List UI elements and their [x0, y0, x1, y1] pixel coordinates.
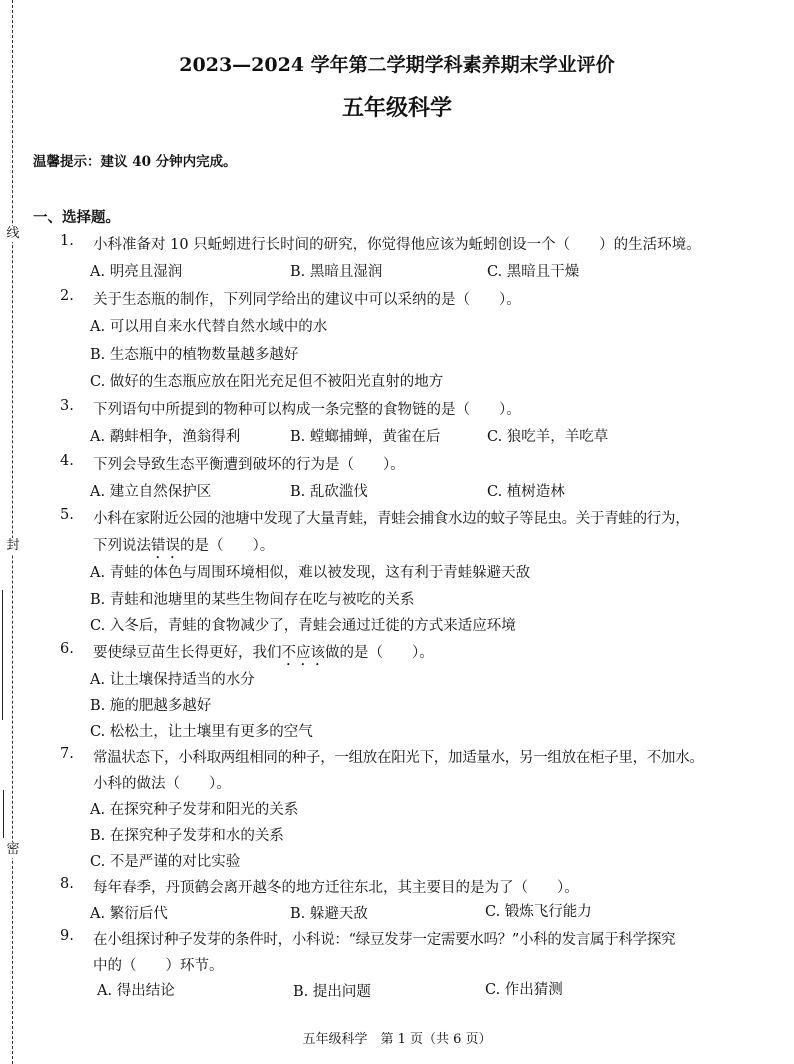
margin-label-mi: 密: [6, 842, 20, 857]
page-footer: 五年级科学 第 1 页（共 6 页）: [302, 1032, 492, 1047]
option-b: B. 施的肥越多越好: [90, 698, 212, 714]
option-a: A. 明亮且湿润: [90, 264, 183, 280]
option-c: C. 作出猜测: [485, 982, 563, 998]
margin-label-feng: 封: [6, 538, 20, 553]
option-c: C. 做好的生态瓶应放在阳光充足但不被阳光直射的地方: [90, 374, 444, 390]
question-number: 1.: [60, 233, 74, 249]
question-number: 8.: [60, 876, 74, 892]
option-c: C. 入冬后，青蛙的食物减少了，青蛙会通过迁徙的方式来适应环境: [90, 618, 516, 634]
text-part: 的是（ ）。: [180, 538, 275, 554]
exam-title: 2023—2024 学年第二学期学科素养期末学业评价: [179, 54, 615, 76]
option-a: A. 青蛙的体色与周围环境相似，难以被发现，这有利于青蛙躲避天敌: [90, 565, 531, 581]
margin-rule: [2, 590, 3, 720]
question-text: 小科在家附近公园的池塘中发现了大量青蛙，青蛙会捕食水边的蚊子等昆虫。关于青蛙的行为，: [93, 511, 690, 527]
option-c: C. 狼吃羊，羊吃草: [487, 429, 609, 445]
question-number: 5.: [60, 507, 74, 523]
margin-rule: [3, 790, 4, 838]
option-b: B. 在探究种子发芽和水的关系: [90, 828, 284, 844]
option-a: A. 得出结论: [97, 983, 175, 999]
option-c: C. 黑暗且干燥: [487, 264, 580, 280]
question-number: 3.: [60, 398, 74, 414]
text-part: 下列说法: [93, 538, 151, 554]
section-title: 一、选择题。: [33, 209, 120, 226]
cut-line: [12, 0, 13, 1064]
question-number: 7.: [60, 746, 74, 762]
option-c: C. 植树造林: [487, 484, 565, 500]
question-text-continued: [93, 534, 274, 562]
option-a: A. 可以用自来水代替自然水域中的水: [90, 319, 328, 335]
option-a: A. 繁衍后代: [90, 906, 168, 922]
text-part: 要使绿豆苗生长得更好，我们: [93, 645, 282, 661]
option-c: C. 松松土，让土壤里有更多的空气: [90, 724, 313, 740]
question-text: 关于生态瓶的制作，下列同学给出的建议中可以采纳的是（ ）。: [93, 292, 521, 308]
option-b: B. 青蛙和池塘里的某些生物间存在吃与被吃的关系: [90, 592, 415, 608]
text-part: 做的是（ ）。: [325, 645, 434, 661]
option-b: B. 螳螂捕蝉，黄雀在后: [290, 429, 441, 445]
question-number: 9.: [60, 928, 74, 944]
emphasized-word: 错误: [151, 538, 180, 554]
question-text-continued: 小科的做法（ ）。: [93, 776, 231, 792]
option-b: B. 提出问题: [293, 984, 371, 1000]
question-text: 小科准备对 10 只蚯蚓进行长时间的研究，你觉得他应该为蚯蚓创设一个（ ）的生活环境。: [93, 237, 701, 253]
emphasized-word: 不应该: [281, 645, 325, 661]
option-b: B. 躲避天敌: [290, 906, 368, 922]
option-a: A. 鹬蚌相争，渔翁得利: [90, 429, 241, 445]
question-text: [93, 641, 434, 669]
option-c: C. 锻炼飞行能力: [485, 904, 592, 920]
option-b: B. 黑暗且湿润: [290, 264, 383, 280]
question-text: 在小组探讨种子发芽的条件时，小科说：“绿豆发芽一定需要水吗？”小科的发言属于科学探究: [93, 932, 676, 948]
option-a: A. 在探究种子发芽和阳光的关系: [90, 802, 299, 818]
question-text-continued: 中的（ ）环节。: [93, 958, 224, 974]
margin-label-xian: 线: [6, 226, 20, 241]
option-a: A. 建立自然保护区: [90, 484, 212, 500]
option-a: A. 让土壤保持适当的水分: [90, 672, 255, 688]
question-number: 4.: [60, 453, 74, 469]
option-b: B. 乱砍滥伐: [290, 484, 368, 500]
question-text: 下列语句中所提到的物种可以构成一条完整的食物链的是（ ）。: [93, 402, 521, 418]
question-number: 2.: [60, 288, 74, 304]
tip-text: 温馨提示：建议 40 分钟内完成。: [33, 154, 237, 170]
question-text: 每年春季，丹顶鹤会离开越冬的地方迁往东北，其主要目的是为了（ ）。: [93, 880, 579, 896]
question-number: 6.: [60, 641, 74, 657]
exam-subject: 五年级科学: [341, 95, 452, 121]
question-text: 常温状态下，小科取两组相同的种子，一组放在阳光下，加适量水，另一组放在柜子里，不加水。: [93, 750, 704, 766]
option-b: B. 生态瓶中的植物数量越多越好: [90, 347, 299, 363]
option-c: C. 不是严谨的对比实验: [90, 854, 241, 870]
question-text: 下列会导致生态平衡遭到破坏的行为是（ ）。: [93, 457, 405, 473]
